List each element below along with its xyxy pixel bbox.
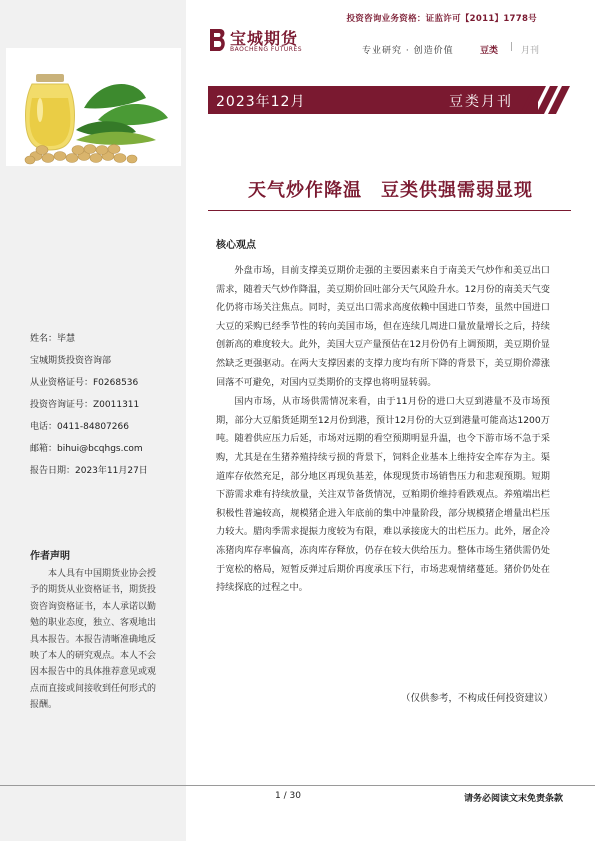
author-qualification: 从业资格证号：F0268536 <box>30 378 139 388</box>
section-heading: 核心观点 <box>216 240 256 251</box>
author-name: 姓名：毕慧 <box>30 334 76 344</box>
paragraph-overseas: 外盘市场，目前支撑美豆期价走强的主要因素来自于南美天气炒作和美豆出口需求，随着天气炒作降温，美豆期价回吐部分天气风险升水。12月份的南美天气变化仍将市场关注焦点。同时，美豆出口需求高度依赖中国进口节奏，虽然中国进口大豆的采购已经季节性的转向美国市场，但在连续几周进口量放量增长之后，持续创新高的难度较大。此外，美国大豆产量预估在12月份仍有上调预期，美豆期价显然缺乏更强驱动。在两大支撑因素的支撑力度均有所下降的背景下，美豆期价滞涨回落不可避免，对国内豆类期价的支撑也将明显转弱。 <box>216 265 550 388</box>
logo-subtext: BAOCHENG FUTURES <box>230 46 303 53</box>
category-separator: | <box>510 42 514 52</box>
category-label: 豆类 <box>480 46 499 56</box>
banner-stripes <box>520 86 572 114</box>
footer-note: 请务必阅读文末免责条款 <box>463 794 563 804</box>
main-content <box>216 262 550 599</box>
paragraph-domestic: 国内市场，从市场供需情况来看，由于11月份的进口大豆到港量不及市场预期，部分大豆船货延期至12月份到港，预计12月份的大豆到港量可能高达1200万吨。随着供应压力后延，市场对远期的看空预期明显升温，也令下游市场不急于采购，尤其是在生猪养殖持续亏损的背景下，饲料企业基本上维持安全库存为主。渠道库存依然充足，部分地区再现负基差，体现现货市场销售压力和悲观预期。短期下游需求难有持续放量，关注双节备货情况，豆粕期价维持看跌观点。养殖端出栏积极性普遍较高，规模猪企进入年底前的集中冲量阶段，部分规模猪企增量出栏压力较大。腊肉季需求提振力度较为有限，难以承接庞大的出栏压力。此外，屠企冷冻猪肉库存率偏高，冻肉库存释放，仍存在较大供给压力。整体市场生猪供需仍处于宽松的格局，短暂反弹过后期价再度承压下行，市场悲观情绪蔓延。猪价仍处在持续探底的过程之中。 <box>216 396 550 594</box>
page-number: 1 / 30 <box>275 791 301 801</box>
report-date: 2023年12月 <box>216 94 306 110</box>
disclaimer: （仅供参考，不构成任何投资建议） <box>400 693 553 704</box>
license-text: 投资咨询业务资格：证监许可【2011】1778号 <box>346 14 537 24</box>
logo-icon <box>207 27 227 53</box>
author-email[interactable]: 邮箱：bihui@bcqhgs.com <box>30 444 143 454</box>
author-phone: 电话：0411-84807266 <box>30 422 129 432</box>
declaration-title: 作者声明 <box>30 551 70 562</box>
declaration-body: 本人具有中国期货业协会授予的期货从业资格证书，期货投资咨询资格证书，本人承诺以勤勉的职业态度，独立、客观地出具本报告。本报告清晰准确地反映了本人的研究观点。本人不会因本报告中的具体推荐意见或观点而直接或间接收到任何形式的报酬。 <box>30 569 157 711</box>
report-title: 天气炒作降温 豆类供强需弱显现 <box>248 180 533 201</box>
cover-illustration <box>6 48 181 166</box>
footer-divider <box>0 785 595 786</box>
author-department: 宝城期货投资咨询部 <box>30 356 112 366</box>
author-advisory-id: 投资咨询证号：Z0011311 <box>30 400 140 410</box>
report-type: 豆类月刊 <box>449 94 513 110</box>
report-date-info: 报告日期：2023年11月27日 <box>30 466 148 476</box>
frequency-label: 月刊 <box>521 46 540 56</box>
slogan: 专业研究 · 创造价值 <box>362 46 454 56</box>
logo-text: 宝城期货 <box>230 29 299 48</box>
title-divider <box>208 210 571 211</box>
